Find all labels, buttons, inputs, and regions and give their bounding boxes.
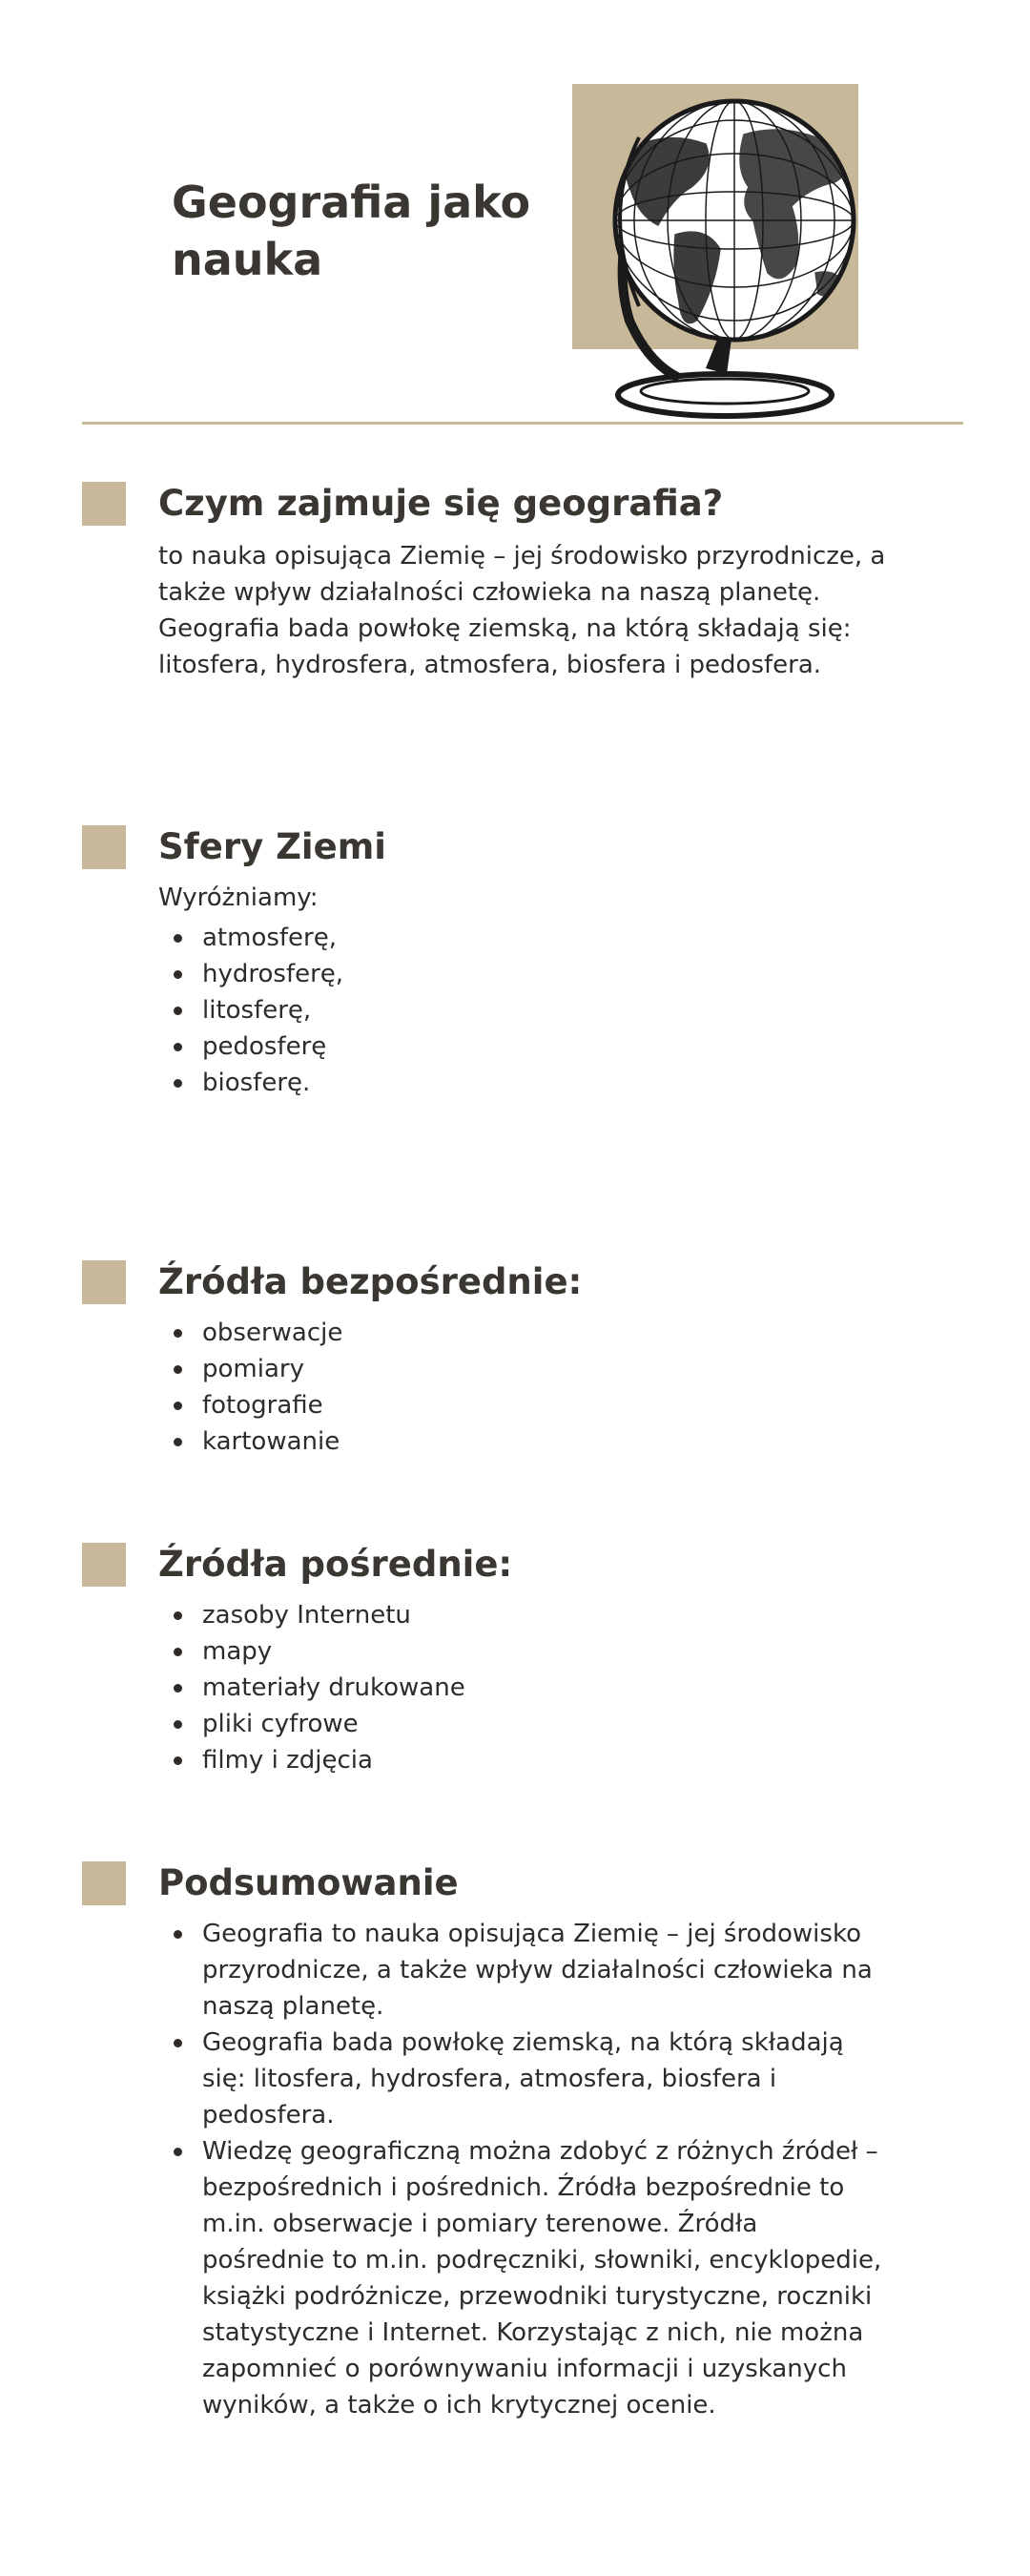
list-item: Geografia to nauka opisująca Ziemię – jej środowisko przyrodnicze, a także wpływ działalności człowieka na naszą planetę. xyxy=(158,1916,883,2025)
list-item: filmy i zdjęcia xyxy=(158,1742,883,1778)
list-item: fotografie xyxy=(158,1387,883,1423)
list-item: kartowanie xyxy=(158,1423,883,1460)
list-item: pomiary xyxy=(158,1351,883,1387)
section-direct-sources xyxy=(82,1257,940,1460)
direct-sources-list xyxy=(158,1315,883,1460)
section-summary xyxy=(82,1859,940,2423)
list-item: Wiedzę geograficzną można zdobyć z różnych źródeł – bezpośrednich i pośrednich. Źródła bezpośrednie to m.in. obserwacje i pomiary terenowe. Źródła pośrednie to m.in. podręczniki, słowniki, encyklopedie, książki podróżnicze, przewodniki turystyczne, roczniki statystyczne i Internet. Korzystając z nich, nie można zapomnieć o porównywaniu informacji i uzyskanych wyników, a także o ich krytycznej ocenie. xyxy=(158,2133,883,2423)
section-marker xyxy=(82,1260,126,1304)
indirect-sources-list xyxy=(158,1597,883,1778)
summary-list xyxy=(158,1916,883,2423)
list-item: Geografia bada powłokę ziemską, na którą składają się: litosfera, hydrosfera, atmosfera, biosfera i pedosfera. xyxy=(158,2025,883,2133)
section-heading: Czym zajmuje się geografia? xyxy=(158,483,724,524)
list-item: pedosferę xyxy=(158,1028,883,1065)
section-what-is-geography xyxy=(82,479,940,683)
section-earth-spheres xyxy=(82,822,940,1101)
section-heading: Źródła bezpośrednie: xyxy=(158,1261,583,1302)
section-marker xyxy=(82,1861,126,1905)
section-indirect-sources xyxy=(82,1540,940,1778)
section-heading: Sfery Ziemi xyxy=(158,826,386,867)
list-item: pliki cyfrowe xyxy=(158,1706,883,1742)
list-item: materiały drukowane xyxy=(158,1670,883,1706)
list-item: hydrosferę, xyxy=(158,956,883,992)
header-divider xyxy=(82,422,963,425)
list-item: obserwacje xyxy=(158,1315,883,1351)
section-text: to nauka opisująca Ziemię – jej środowisko przyrodnicze, a także wpływ działalności człowieka na naszą planetę. Geografia bada powłokę ziemską, na którą składają się: litosfera, hydrosfera, atmosfera, biosfera i pedosfera. xyxy=(158,542,886,679)
section-heading: Źródła pośrednie: xyxy=(158,1544,513,1585)
list-item: mapy xyxy=(158,1633,883,1670)
list-item: zasoby Internetu xyxy=(158,1597,883,1633)
page-title: Geografia jako nauka xyxy=(172,177,531,285)
globe-on-stand-icon xyxy=(563,92,887,421)
section-marker xyxy=(82,1543,126,1587)
list-item: litosferę, xyxy=(158,992,883,1028)
list-item: atmosferę, xyxy=(158,920,883,956)
spheres-list xyxy=(158,920,883,1101)
section-heading: Podsumowanie xyxy=(158,1862,459,1903)
list-item: biosferę. xyxy=(158,1065,883,1101)
section-intro: Wyróżniamy: xyxy=(158,883,319,912)
section-marker xyxy=(82,482,126,526)
section-marker xyxy=(82,825,126,869)
